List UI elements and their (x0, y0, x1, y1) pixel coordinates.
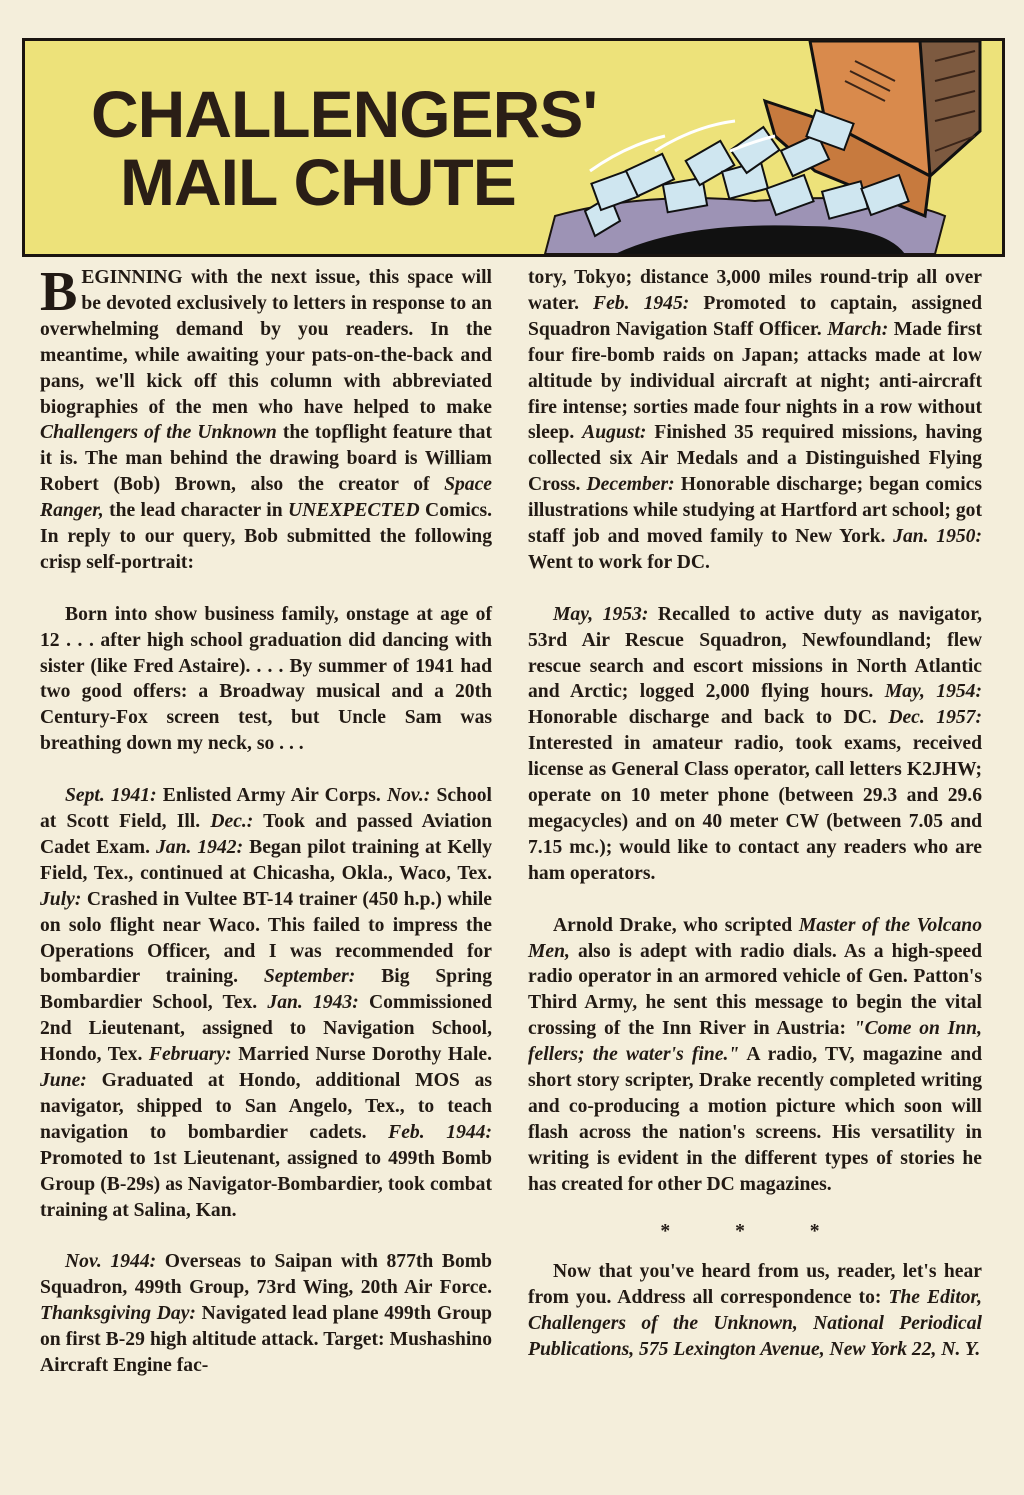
italic-text: July: (40, 888, 82, 910)
mail-chute-illustration (525, 41, 1005, 254)
text: EGINNING with the next issue, this space will be devoted exclusively to letters in response to an overwhelming demand by you readers. In the meantime, while awaiting your pats-on-the-back and pans, we'll kick off this column with abbreviated biographies of the men who have helped to make (40, 267, 492, 418)
title-line-1: CHALLENGERS' (91, 77, 598, 151)
text: Overseas to Saipan with 877th Bomb Squadron, 499th Group, 73rd Wing, 20th Air Force. (40, 1251, 492, 1299)
paragraph (40, 602, 492, 757)
italic-text: Feb. 1944: (388, 1121, 493, 1143)
text: Now that you've heard from us, reader, let's hear from you. Address all correspondence to: (528, 1261, 982, 1309)
italic-text: May, 1953: (553, 603, 649, 625)
left-column (40, 261, 493, 1405)
italic-text: September: (263, 966, 356, 988)
text: Arnold Drake, who scripted (553, 914, 799, 936)
text: Born into show business family, onstage at age of 12 . . . after high school graduation did dancing with sister (like Fred Astaire). . . . By summer of 1941 had two good offers: a Broadway musical and a 20th Century-Fox screen test, but Uncle Sam was breathing down my neck, so . . . (40, 603, 492, 755)
paragraph (40, 261, 492, 576)
italic-text: March: (827, 318, 889, 340)
italic-text: Nov. 1944: (65, 1251, 157, 1273)
italic-text: June: (40, 1070, 87, 1092)
paragraph (528, 602, 982, 887)
italic-text: UNEXPECTED (287, 500, 420, 522)
italic-text: August: (582, 422, 647, 444)
text: the lead character in (103, 500, 288, 522)
text: Made first four fire-bomb raids on Japan; attacks made at low altitude by individual aircraft at night; anti-aircraft fire intense; sorties made four nights in a row without sleep. (528, 318, 983, 444)
italic-text: Nov.: (386, 785, 431, 807)
text: A radio, TV, magazine and short story scripter, Drake recently completed writing and co-producing a motion picture which soon will flash across the nation's screens. His versatility in writing is evident in the different types of stories he has created for other DC magazines. (528, 1044, 982, 1195)
text: Big Spring Bombardier School, Tex. (40, 966, 492, 1014)
text: the topflight feature that it is. The man behind the drawing board is William Robert (Bob) Brown, also the creator of (40, 422, 492, 496)
text: Took and passed Aviation Cadet Exam. (40, 811, 492, 858)
text: Crashed in Vultee BT-14 trainer (450 h.p.) while on solo flight near Waco. This failed to impress the Operations Officer, and I was recommended for bombardier training. (40, 888, 492, 988)
text: Recalled to active duty as navigator, 53rd Air Rescue Squadron, Newfoundland; flew rescue search and escort missions in North Atlantic and Arctic; logged 2,000 flying hours. (528, 603, 982, 703)
text: Finished 35 required missions, having collected six Air Medals and a Distinguished Flying Cross. (528, 422, 982, 496)
drop-cap: B (40, 261, 78, 323)
text: Married Nurse Dorothy Hale. (231, 1044, 492, 1066)
paragraph (528, 913, 982, 1198)
text: Began pilot training at Kelly Field, Tex., continued at Chicasha, Okla., Waco, Tex. (40, 836, 492, 884)
paragraph (40, 783, 492, 1223)
paragraph (528, 265, 982, 576)
italic-text: Challengers of the Unknown (40, 422, 277, 444)
italic-text: Jan. 1942: (155, 836, 244, 858)
italic-text: Feb. 1945: (593, 292, 690, 314)
italic-text: Space Ranger, (40, 474, 492, 522)
italic-text: "Come on Inn, fellers; the water's fine." (528, 1018, 982, 1066)
italic-text: Sept. 1941: (65, 785, 157, 807)
section-separator: * * * (660, 1221, 850, 1243)
text: tory, Tokyo; distance 3,000 miles round-trip all over water. (528, 267, 982, 314)
text: Honorable discharge and back to DC. (528, 707, 889, 729)
italic-text: Dec.: (210, 811, 254, 832)
italic-text: May, 1954: (884, 681, 982, 703)
title-banner (22, 38, 1005, 257)
italic-text: Dec. 1957: (888, 707, 982, 729)
paragraph (528, 1259, 982, 1363)
text: Comics. In reply to our query, Bob submitted the following crisp self-portrait: (40, 500, 492, 573)
italic-text: February: (148, 1044, 232, 1066)
italic-text: The Editor, Challengers of the Unknown, National Periodical Publications, 575 Lexington Avenue, New York 22, N. Y. (528, 1287, 982, 1361)
text: Enlisted Army Air Corps. (156, 785, 387, 807)
text: Promoted to 1st Lieutenant, assigned to 499th Bomb Group (B-29s) as Navigator-Bombardier, took combat training at Salina, Kan. (40, 1147, 492, 1221)
text: School at Scott Field, Ill. (40, 785, 492, 832)
text: Graduated at Hondo, additional MOS as navigator, shipped to San Angelo, Tex., to teach navigation to bombardier cadets. (40, 1070, 492, 1143)
italic-text: Master of the Volcano Men, (528, 914, 982, 962)
text: Interested in amateur radio, took exams, received license as General Class operator, call letters K2JHW; operate on 10 meter phone (between 29.3 and 29.6 megacycles) and on 40 meter CW (between 7.05 and 7.15 mc.); would like to contact any readers who are ham operators. (528, 733, 982, 884)
italic-text: December: (586, 474, 675, 496)
right-column (528, 265, 982, 1389)
text: also is adept with radio dials. As a high-speed radio operator in an armored vehicle of Gen. Patton's Third Army, he sent this message to begin the vital crossing of the Inn River in Austria: (528, 940, 982, 1040)
text: Promoted to captain, assigned Squadron Navigation Staff Officer. (528, 292, 982, 340)
text: Honorable discharge; began comics illustrations while studying at Hartford art school; got staff job and moved family to New York. (528, 474, 982, 548)
italic-text: Thanksgiving Day: (40, 1303, 196, 1325)
paragraph (40, 1249, 492, 1379)
title-line-2: MAIL CHUTE (120, 145, 516, 219)
italic-text: Jan. 1943: (267, 992, 359, 1014)
italic-text: Jan. 1950: (893, 526, 982, 548)
text: Went to work for DC. (528, 551, 710, 573)
text: Navigated lead plane 499th Group on first B-29 high altitude attack. Target: Mushashino Aircraft Engine fac- (40, 1303, 492, 1377)
text: Commissioned 2nd Lieutenant, assigned to Navigation School, Hondo, Tex. (40, 992, 492, 1066)
